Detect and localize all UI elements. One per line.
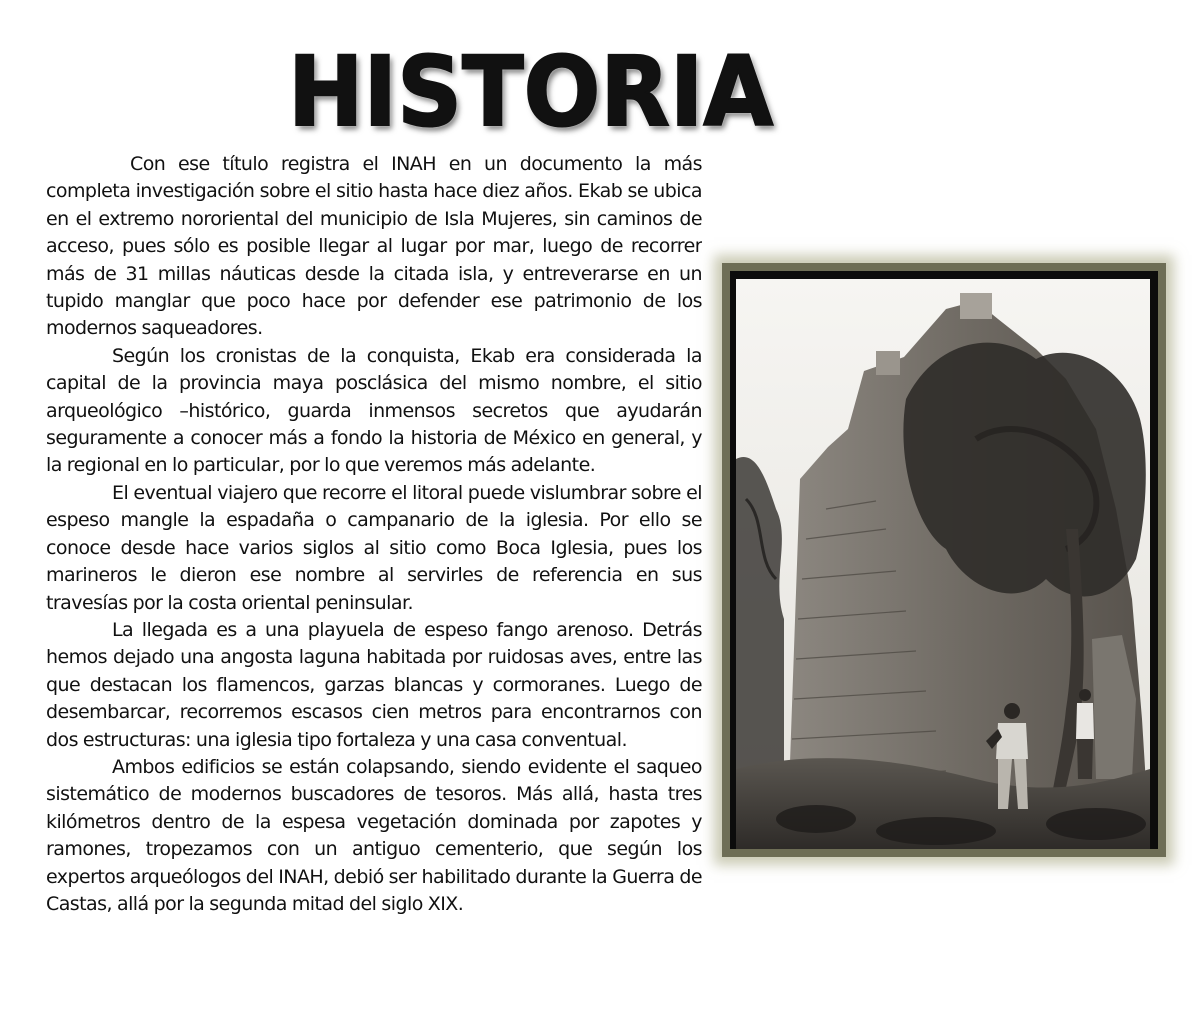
article-body bbox=[46, 151, 702, 1003]
church-ruin-photo-icon bbox=[736, 279, 1150, 849]
paragraph-2: Según los cronistas de la conquista, Ekab era considerada la capital de la provincia maya posclásica del mismo nombre, el sitio arqueológico –histórico, guarda inmensos secretos que ayudarán seguramente a conocer más a fondo la historia de México en general, y la regional en lo particular, por lo que veremos más adelante. bbox=[46, 344, 702, 477]
paragraph-4: La llegada es a una playuela de espeso fango arenoso. Detrás hemos dejado una angosta laguna habitada por ruidosas aves, entre las que destacan los flamencos, garzas blancas y cormoranes. Luego de desembarcar, recorremos escasos cien metros para encontrarnos con dos estructuras: una iglesia tipo fortaleza y una casa conventual. bbox=[46, 618, 702, 751]
page-title: HISTORIA bbox=[288, 36, 774, 148]
paragraph-3: El eventual viajero que recorre el litoral puede vislumbrar sobre el espeso mangle la espadaña o campanario de la iglesia. Por ello se conoce desde hace varios siglos al sitio como Boca Iglesia, pues los marineros le dieron ese nombre al servirles de referencia en sus travesías por la costa oriental peninsular. bbox=[46, 481, 702, 614]
photo-frame bbox=[722, 263, 1166, 857]
paragraph-5: Ambos edificios se están colapsando, siendo evidente el saqueo sistemático de modernos buscadores de tesoros. Más allá, hasta tres kilómetros dentro de la espesa vegetación dominada por zapotes y ramones, tropezamos con un antiguo cementerio, que según los expertos arqueólogos del INAH, debió ser habilitado durante la Guerra de Castas, allá por la segunda mitad del siglo XIX. bbox=[46, 755, 702, 915]
paragraph-1: Con ese título registra el INAH en un documento la más completa investigación sobre el sitio hasta hace diez años. Ekab se ubica en el extremo nororiental del municipio de Isla Mujeres, sin caminos de acceso, pues sólo es posible llegar al lugar por mar, luego de recorrer más de 31 millas náuticas desde la citada isla, y entreverarse en un tupido manglar que poco hace por defender ese patrimonio de los modernos saqueadores. bbox=[46, 153, 702, 340]
church-ruin-photo bbox=[736, 279, 1150, 849]
